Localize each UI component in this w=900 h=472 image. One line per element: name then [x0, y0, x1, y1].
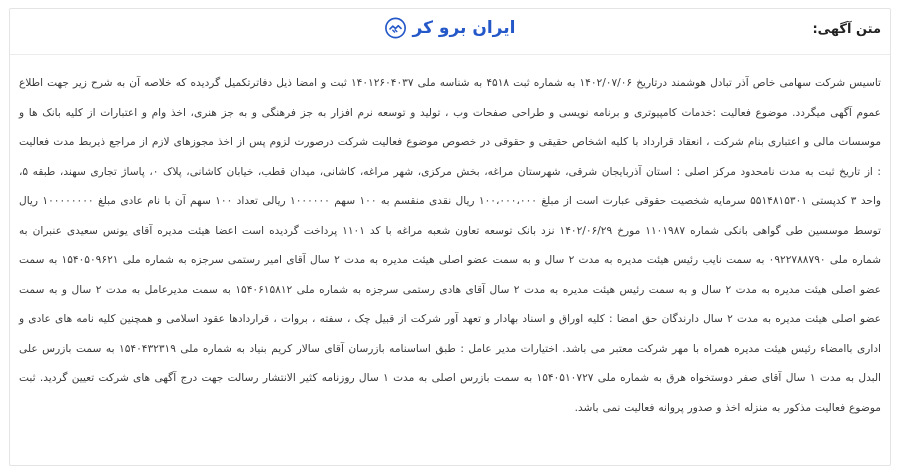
notice-body-text: تاسیس شرکت سهامی خاص آذر تبادل هوشمند درتاریخ ۱۴۰۲/۰۷/۰۶ به شماره ثبت ۴۵۱۸ به شناسه ملی ۱۴۰۱۲۶۰۴۰۳۷ ثبت و امضا ذیل دفاترتکمیل گردیده که خلاصه آن به شرح زیر جهت اطلاع عموم آگهی میگردد. موضوع فعالیت :خدمات کامپیوتری و برنامه نویسی و طراحی صفحات وب ، تولید و توسعه نرم افزار به جز فرهنگی و به جز هنری، اخذ وام و اعتبارات از کلیه بانک ها و موسسات مالی و اعتباری بنام شرکت ، انعقاد قرارداد با کلیه اشخاص حقیقی و حقوقی در خصوص موضوع فعالیت شرکت درصورت لزوم پس از اخذ مجوزهای لازم از مراجع ذیربط مدت فعالیت : از تاریخ ثبت به مدت نامحدود مرکز اصلی : استان آذربایجان شرقی، شهرستان مراغه، بخش مرکزی، شهر مراغه، کاشانی، میدان قطب، خیابان کاشانی، پلاک ۰، پاساژ تجاری سهند، طبقه ۵، واحد ۳ کدپستی ۵۵۱۴۸۱۵۳۰۱ سرمایه شخصیت حقوقی عبارت است از مبلغ ۱۰۰،۰۰۰،۰۰۰ ریال نقدی منقسم به ۱۰۰ سهم ۱۰۰۰۰۰۰ ریالی تعداد ۱۰۰ سهم آن با نام عادی مبلغ ۱۰۰۰۰۰۰۰۰ ریال توسط موسسین طی گواهی بانکی شماره ۱۱۰۱۹۸۷ مورخ ۱۴۰۲/۰۶/۲۹ نزد بانک توسعه تعاون شعبه مراغه با کد ۱۱۰۱ پرداخت گردیده است اعضا هیئت مدیره آقای یونس سعیدی عنبران به شماره ملی ۰۹۲۲۷۸۸۷۹۰ به سمت نایب رئیس هیئت مدیره به مدت ۲ سال و به سمت عضو اصلی هیئت مدیره به مدت ۲ سال آقای امیر رستمی سرجزه به شماره ملی ۱۵۴۰۵۰۹۶۲۱ به سمت عضو اصلی هیئت مدیره به مدت ۲ سال و به سمت رئیس هیئت مدیره به مدت ۲ سال آقای هادی رستمی سرجزه به شماره ملی ۱۵۴۰۶۱۵۸۱۲ به سمت مدیرعامل به مدت ۲ سال و به سمت عضو اصلی هیئت مدیره به مدت ۲ سال دارندگان حق امضا : کلیه اوراق و اسناد بهادار و تعهد آور شرکت از قبیل چک ، سفته ، بروات ، قراردادها عقود اسلامی و همچنین کلیه نامه های عادی و اداری باامضاء رئیس هیئت مدیره همراه با مهر شرکت معتبر می باشد. اختیارات مدیر عامل : طبق اساسنامه بازرسان آقای سالار کریم بنیاد به شماره ملی ۱۵۴۰۴۳۲۳۱۹ به سمت بازرس علی البدل به مدت ۱ سال آقای صفر دوستخواه هرق به شماره ملی ۱۵۴۰۵۱۰۷۲۷ به سمت بازرس اصلی به مدت ۱ سال روزنامه کثیر الانتشار رسالت جهت درج آگهی های شرکت تعیین گردید. ثبت موضوع فعالیت مذکور به منزله اخذ و صدور پروانه فعالیت نمی باشد. [19, 77, 882, 414]
brand-logo[interactable] [385, 17, 516, 39]
notice-title: متن آگهی: [812, 22, 881, 37]
notice-header [10, 9, 890, 55]
notice-card [9, 8, 891, 466]
brand-name: ایران برو کر [412, 18, 516, 38]
handshake-icon [385, 17, 407, 39]
